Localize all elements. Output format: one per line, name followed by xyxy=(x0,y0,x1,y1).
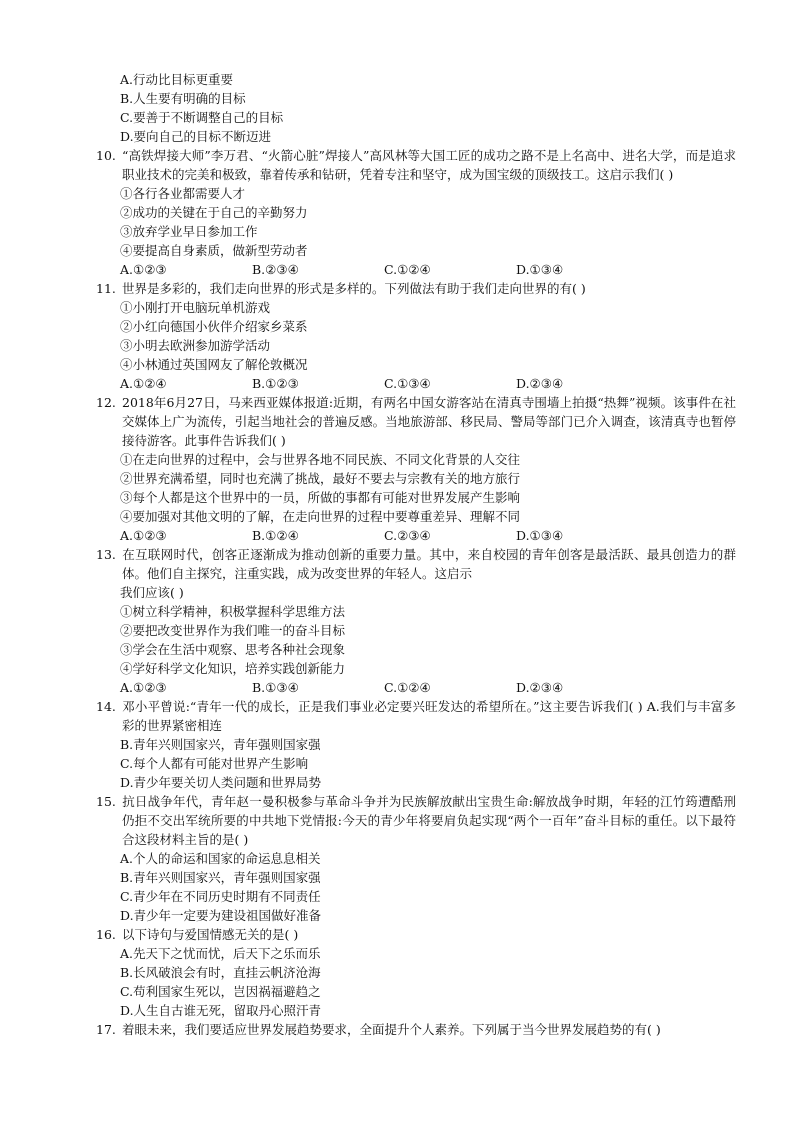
question-list xyxy=(96,146,736,1039)
q9-option-b: B.人生要有明确的目标 xyxy=(120,91,246,106)
exam-page xyxy=(96,70,736,1039)
question-number: 15. xyxy=(96,794,116,809)
question-text: 邓小平曾说:“青年一代的成长，正是我们事业必定要兴旺发达的希望所在。”这主要告诉我们( ) A.我们与丰富多彩的世界紧密相连 xyxy=(122,699,736,733)
statement-item: A.个人的命运和国家的命运息息相关 xyxy=(120,851,321,866)
statement-item: D.人生自古谁无死，留取丹心照汗青 xyxy=(120,1003,322,1018)
answer-choice-d: D.②③④ xyxy=(516,680,564,695)
answer-choice-a: A.①②③ xyxy=(120,262,167,277)
statement-item: ③每个人都是这个世界中的一员，所做的事都有可能对世界发展产生影响 xyxy=(120,490,521,505)
statement-item: ②成功的关键在于自己的辛勤努力 xyxy=(120,205,308,220)
question-number: 14. xyxy=(96,699,116,714)
answer-choice-c: C.①③④ xyxy=(384,376,431,391)
question-16 xyxy=(96,925,736,1020)
question-15 xyxy=(96,792,736,925)
question-stem xyxy=(96,1020,736,1039)
statement-item: ①在走向世界的过程中，会与世界各地不同民族、不同文化背景的人交往 xyxy=(120,452,521,467)
answer-choices xyxy=(96,526,736,545)
answer-choice-d: D.①③④ xyxy=(516,528,564,543)
question-10 xyxy=(96,146,736,279)
question-stem xyxy=(96,279,736,298)
q9-option-a: A.行动比目标更重要 xyxy=(120,72,234,87)
question-17 xyxy=(96,1020,736,1039)
statement-item: ③学会在生活中观察、思考各种社会现象 xyxy=(120,642,346,657)
q9-options xyxy=(96,70,736,146)
statement-item: ①小刚打开电脑玩单机游戏 xyxy=(120,300,271,315)
answer-choice-b: B.①③④ xyxy=(252,680,299,695)
question-text: “高铁焊接大师”李万君、“火箭心脏”焊接人”高风林等大国工匠的成功之路不是上名高中、进名大学，而是追求职业技术的完美和极致，靠着传承和钻研，凭着专注和坚守，成为国宝级的顶级技工。这启示我们( ) xyxy=(122,148,736,182)
question-13 xyxy=(96,545,736,697)
question-number: 16. xyxy=(96,927,116,942)
answer-choice-b: B.①②③ xyxy=(252,376,299,391)
question-number: 10. xyxy=(96,148,116,163)
statement-item: C.每个人都有可能对世界产生影响 xyxy=(120,756,309,771)
statement-item: B.长风破浪会有时，直挂云帆济沧海 xyxy=(120,965,321,980)
q9-option-d: D.要向自己的目标不断迈进 xyxy=(120,129,272,144)
answer-choice-a: A.①②③ xyxy=(120,528,167,543)
statement-item: ④要加强对其他文明的了解，在走向世界的过程中要尊重差异、理解不同 xyxy=(120,509,521,524)
statement-item: ②世界充满希望，同时也充满了挑战，最好不要去与宗教有关的地方旅行 xyxy=(120,471,521,486)
question-text-continued: 我们应该( ) xyxy=(120,585,184,600)
answer-choice-d: D.②③④ xyxy=(516,376,564,391)
answer-choice-c: C.①②④ xyxy=(384,262,431,277)
question-stem xyxy=(96,545,736,583)
question-11 xyxy=(96,279,736,393)
statement-item: B.青年兴则国家兴，青年强则国家强 xyxy=(120,870,321,885)
answer-choice-a: A.①②④ xyxy=(120,376,167,391)
question-number: 13. xyxy=(96,547,116,562)
answer-choices xyxy=(96,678,736,697)
question-text: 在互联网时代，创客正逐渐成为推动创新的重要力量。其中，来自校园的青年创客是最活跃、最具创造力的群体。他们自主探究，注重实践，成为改变世界的年轻人。这启示 xyxy=(122,547,736,581)
question-stem xyxy=(96,393,736,450)
statement-item: ②要把改变世界作为我们唯一的奋斗目标 xyxy=(120,623,346,638)
question-stem xyxy=(96,792,736,849)
statement-item: ③小明去欧洲参加游学活动 xyxy=(120,338,271,353)
q9-option-c: C.要善于不断调整自己的目标 xyxy=(120,110,284,125)
statement-item: ④要提高自身素质，做新型劳动者 xyxy=(120,243,308,258)
question-stem xyxy=(96,925,736,944)
statement-item: C.苟利国家生死以，岂因祸福避趋之 xyxy=(120,984,321,999)
answer-choice-a: A.①②③ xyxy=(120,680,167,695)
answer-choice-b: B.②③④ xyxy=(252,262,299,277)
statement-item: D.青少年要关切人类问题和世界局势 xyxy=(120,775,322,790)
statement-item: ④小林通过英国网友了解伦敦概况 xyxy=(120,357,308,372)
question-text: 着眼未来，我们要适应世界发展趋势要求，全面提升个人素养。下列属于当今世界发展趋势的有( ) xyxy=(122,1022,661,1037)
question-text: 世界是多彩的，我们走向世界的形式是多样的。下列做法有助于我们走向世界的有( ) xyxy=(122,281,586,296)
question-number: 11. xyxy=(96,281,116,296)
statement-item: C.青少年在不同历史时期有不同责任 xyxy=(120,889,321,904)
statement-item: A.先天下之忧而忧，后天下之乐而乐 xyxy=(120,946,321,961)
answer-choices xyxy=(96,374,736,393)
statement-item: ④学好科学文化知识，培养实践创新能力 xyxy=(120,661,346,676)
question-stem xyxy=(96,697,736,735)
statement-item: ②小红向德国小伙伴介绍家乡菜系 xyxy=(120,319,308,334)
answer-choice-c: C.②③④ xyxy=(384,528,431,543)
statement-item: ③放弃学业早日参加工作 xyxy=(120,224,258,239)
question-number: 12. xyxy=(96,395,116,410)
question-text: 2018年6月27日，马来西亚媒体报道:近期，有两名中国女游客站在清真寺围墙上拍摄“热舞”视频。该事件在社交媒体上广为流传，引起当地社会的普遍反感。当地旅游部、移民局、警局等部门已介入调查，该清真寺也暂停接待游客。此事件告诉我们( ) xyxy=(122,395,736,448)
answer-choice-b: B.①②④ xyxy=(252,528,299,543)
question-number: 17. xyxy=(96,1022,116,1037)
question-text: 以下诗句与爱国情感无关的是( ) xyxy=(122,927,299,942)
statement-item: ①树立科学精神，积极掌握科学思维方法 xyxy=(120,604,346,619)
statement-item: ①各行各业都需要人才 xyxy=(120,186,246,201)
question-stem xyxy=(96,146,736,184)
answer-choice-c: C.①②④ xyxy=(384,680,431,695)
question-14 xyxy=(96,697,736,792)
statement-item: D.青少年一定要为建设祖国做好准备 xyxy=(120,908,322,923)
question-12 xyxy=(96,393,736,545)
statement-item: B.青年兴则国家兴，青年强则国家强 xyxy=(120,737,321,752)
answer-choices xyxy=(96,260,736,279)
question-text: 抗日战争年代，青年赵一曼积极参与革命斗争并为民族解放献出宝贵生命:解放战争时期，年轻的江竹筠遭酷刑仍拒不交出军统所要的中共地下党情报:今天的青少年将要肩负起实现“两个一百年”奋斗目标的重任。以下最符合这段材料主旨的是( ) xyxy=(122,794,736,847)
answer-choice-d: D.①③④ xyxy=(516,262,564,277)
